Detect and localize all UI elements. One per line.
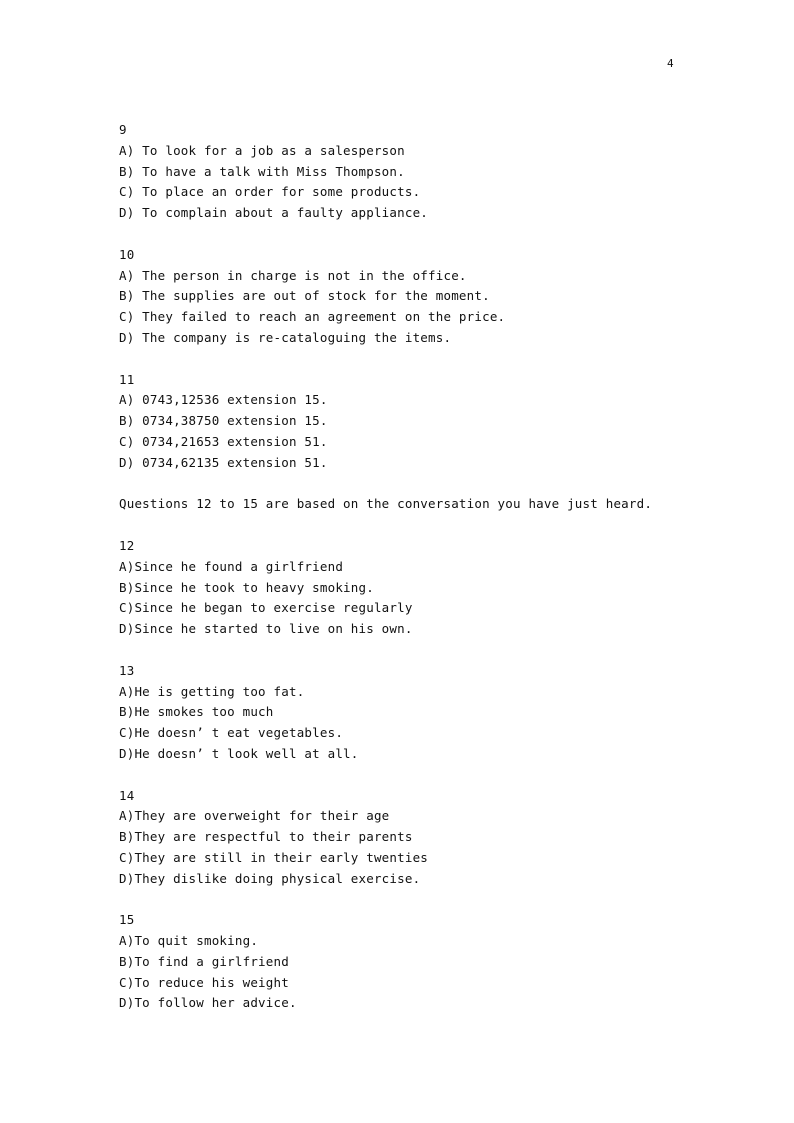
option-d: D)They dislike doing physical exercise. xyxy=(119,870,421,886)
option-a: A)To quit smoking. xyxy=(119,933,259,949)
option-a: A)He is getting too fat. xyxy=(119,683,305,699)
question-block xyxy=(119,536,719,640)
option-a: A) 0743,12536 extension 15. xyxy=(119,392,328,408)
question-block xyxy=(119,245,719,349)
question-block xyxy=(119,661,719,765)
option-c: C) They failed to reach an agreement on the price. xyxy=(119,309,506,325)
question-number: 12 xyxy=(119,537,135,553)
option-d: D) The company is re-cataloguing the items. xyxy=(119,329,452,345)
option-d: D) To complain about a faulty appliance. xyxy=(119,205,429,221)
option-d: D) 0734,62135 extension 51. xyxy=(119,454,328,470)
option-c: C)Since he began to exercise regularly xyxy=(119,600,413,616)
question-block xyxy=(119,120,719,224)
question-number: 13 xyxy=(119,662,135,678)
option-a: A) To look for a job as a salesperson xyxy=(119,142,405,158)
option-b: B)Since he took to heavy smoking. xyxy=(119,579,374,595)
option-b: B) To have a talk with Miss Thompson. xyxy=(119,163,405,179)
question-number: 14 xyxy=(119,787,135,803)
option-a: A) The person in charge is not in the office. xyxy=(119,267,467,283)
question-block xyxy=(119,786,719,890)
option-c: C)To reduce his weight xyxy=(119,974,289,990)
page-number: 4 xyxy=(667,57,674,70)
question-number: 15 xyxy=(119,912,135,928)
section-instruction: Questions 12 to 15 are based on the conversation you have just heard. xyxy=(119,496,653,512)
option-c: C) 0734,21653 extension 51. xyxy=(119,433,328,449)
option-d: D)To follow her advice. xyxy=(119,995,297,1011)
option-d: D)He doesn’ t look well at all. xyxy=(119,745,359,761)
option-c: C)They are still in their early twenties xyxy=(119,849,429,865)
option-b: B) 0734,38750 extension 15. xyxy=(119,413,328,429)
question-number: 10 xyxy=(119,246,135,262)
option-d: D)Since he started to live on his own. xyxy=(119,621,413,637)
question-number: 11 xyxy=(119,371,135,387)
option-a: A)Since he found a girlfriend xyxy=(119,558,344,574)
option-c: C)He doesn’ t eat vegetables. xyxy=(119,725,344,741)
option-c: C) To place an order for some products. xyxy=(119,184,421,200)
option-b: B) The supplies are out of stock for the moment. xyxy=(119,288,490,304)
option-b: B)They are respectful to their parents xyxy=(119,829,413,845)
question-content xyxy=(119,120,719,1014)
option-b: B)He smokes too much xyxy=(119,704,274,720)
question-number: 9 xyxy=(119,122,127,137)
question-block xyxy=(119,370,719,474)
option-b: B)To find a girlfriend xyxy=(119,953,289,969)
option-a: A)They are overweight for their age xyxy=(119,808,390,824)
question-block xyxy=(119,910,719,1014)
